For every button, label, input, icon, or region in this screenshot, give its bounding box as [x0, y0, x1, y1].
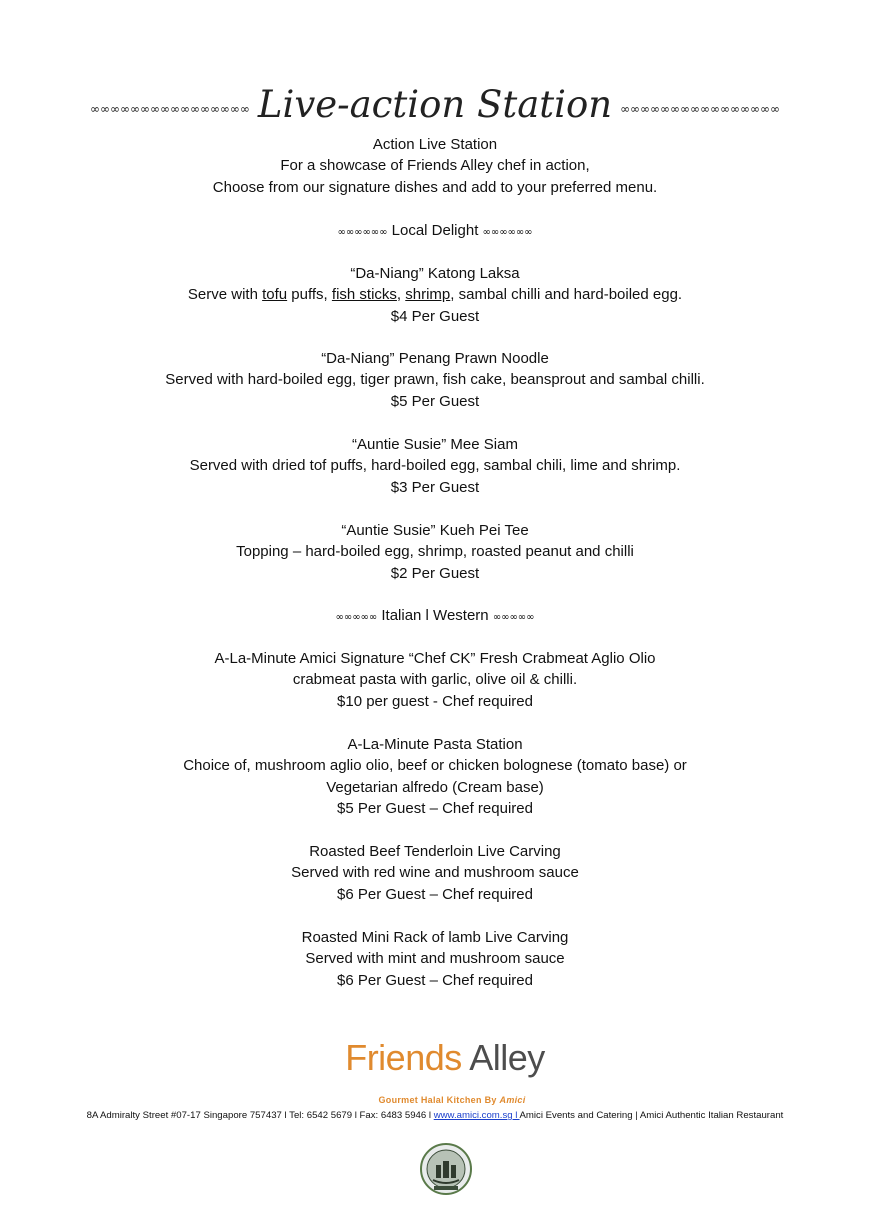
logo-tagline: Gourmet Halal Kitchen By Amici: [378, 1095, 526, 1105]
item-description: Served with dried tof puffs, hard-boiled egg, sambal chili, lime and shrimp.: [189, 457, 681, 475]
section-heading-local: [0, 220, 870, 243]
menu-item: [0, 927, 870, 991]
item-name: “Da-Niang” Penang Prawn Noodle: [321, 350, 549, 367]
menu-item: [0, 734, 870, 820]
item-price: $6 Per Guest – Chef required: [337, 885, 533, 903]
menu-item: [0, 434, 870, 498]
underlined-word: shrimp: [405, 286, 451, 304]
header-ornament-left: ∞∞∞∞∞∞∞∞∞∞∞∞∞∞∞∞: [89, 102, 250, 116]
item-description: Served with red wine and mushroom sauce: [291, 864, 579, 882]
section-heading: Local Delight: [391, 222, 479, 239]
item-price: $5 Per Guest: [390, 392, 480, 410]
intro-line: Choose from our signature dishes and add to your preferred menu.: [212, 178, 658, 196]
item-name: “Da-Niang” Katong Laksa: [350, 265, 520, 282]
item-name: A-La-Minute Pasta Station: [347, 736, 523, 753]
intro: [0, 134, 870, 198]
menu-item: [0, 648, 870, 712]
menu-item: [0, 841, 870, 905]
item-price: $6 Per Guest – Chef required: [337, 971, 533, 989]
footer-contact: [0, 1110, 870, 1121]
item-description: Topping – hard-boiled egg, shrimp, roasted peanut and chilli: [236, 543, 634, 561]
logo-word-alley: Alley: [469, 1037, 545, 1078]
item-description: Choice of, mushroom aglio olio, beef or chicken bolognese (tomato base) or: [183, 757, 687, 775]
section-heading: Italian l Western: [381, 607, 489, 624]
section-ornament-right: ∞∞∞∞∞∞: [482, 227, 533, 238]
item-description: Served with hard-boiled egg, tiger prawn, fish cake, beansprout and sambal chilli.: [165, 371, 705, 389]
menu-item: [0, 263, 870, 327]
item-description: Served with mint and mushroom sauce: [305, 950, 565, 968]
item-price: $10 per guest - Chef required: [337, 692, 533, 710]
header-ornament-right: ∞∞∞∞∞∞∞∞∞∞∞∞∞∞∞∞: [620, 102, 780, 116]
underlined-word: fish sticks: [331, 286, 397, 304]
item-description: crabmeat pasta with garlic, olive oil & chilli.: [292, 671, 578, 689]
footer-address: 8A Admiralty Street #07-17 Singapore 757437 l Tel: 6542 5679 l Fax: 6483 5946 l: [86, 1110, 434, 1121]
footer-brands: Amici Events and Catering | Amici Authentic Italian Restaurant: [519, 1110, 784, 1121]
item-price: $4 Per Guest: [390, 307, 480, 325]
page-header: [0, 78, 870, 130]
page-title: Live-action Station: [257, 82, 613, 126]
item-name: Roasted Beef Tenderloin Live Carving: [309, 843, 561, 860]
item-description: Serve with tofu puffs, fish sticks, shrimp, sambal chilli and hard-boiled egg.: [187, 286, 683, 304]
menu-item: [0, 520, 870, 584]
logo-word-friends: Friends: [345, 1037, 462, 1078]
intro-line: Action Live Station: [372, 136, 498, 153]
item-description: Vegetarian alfredo (Cream base): [326, 778, 544, 796]
menu-item: [0, 348, 870, 412]
section-ornament-left: ∞∞∞∞∞: [335, 612, 378, 623]
intro-line: For a showcase of Friends Alley chef in action,: [280, 157, 590, 175]
section-heading-italian: [0, 605, 870, 628]
item-name: A-La-Minute Amici Signature “Chef CK” Fresh Crabmeat Aglio Olio: [214, 650, 656, 667]
underlined-word: tofu: [262, 286, 288, 304]
halal-seal-icon: [419, 1142, 473, 1196]
item-name: Roasted Mini Rack of lamb Live Carving: [301, 929, 569, 946]
friends-alley-logo: [0, 1038, 870, 1120]
section-ornament-right: ∞∞∞∞∞: [492, 612, 535, 623]
item-price: $3 Per Guest: [390, 478, 480, 496]
item-name: “Auntie Susie” Kueh Pei Tee: [341, 522, 529, 539]
item-name: “Auntie Susie” Mee Siam: [352, 436, 518, 453]
item-price: $2 Per Guest: [390, 564, 480, 582]
item-price: $5 Per Guest – Chef required: [337, 800, 533, 818]
website-link[interactable]: www.amici.com.sg l: [433, 1110, 520, 1121]
section-ornament-left: ∞∞∞∞∞∞: [337, 227, 388, 238]
